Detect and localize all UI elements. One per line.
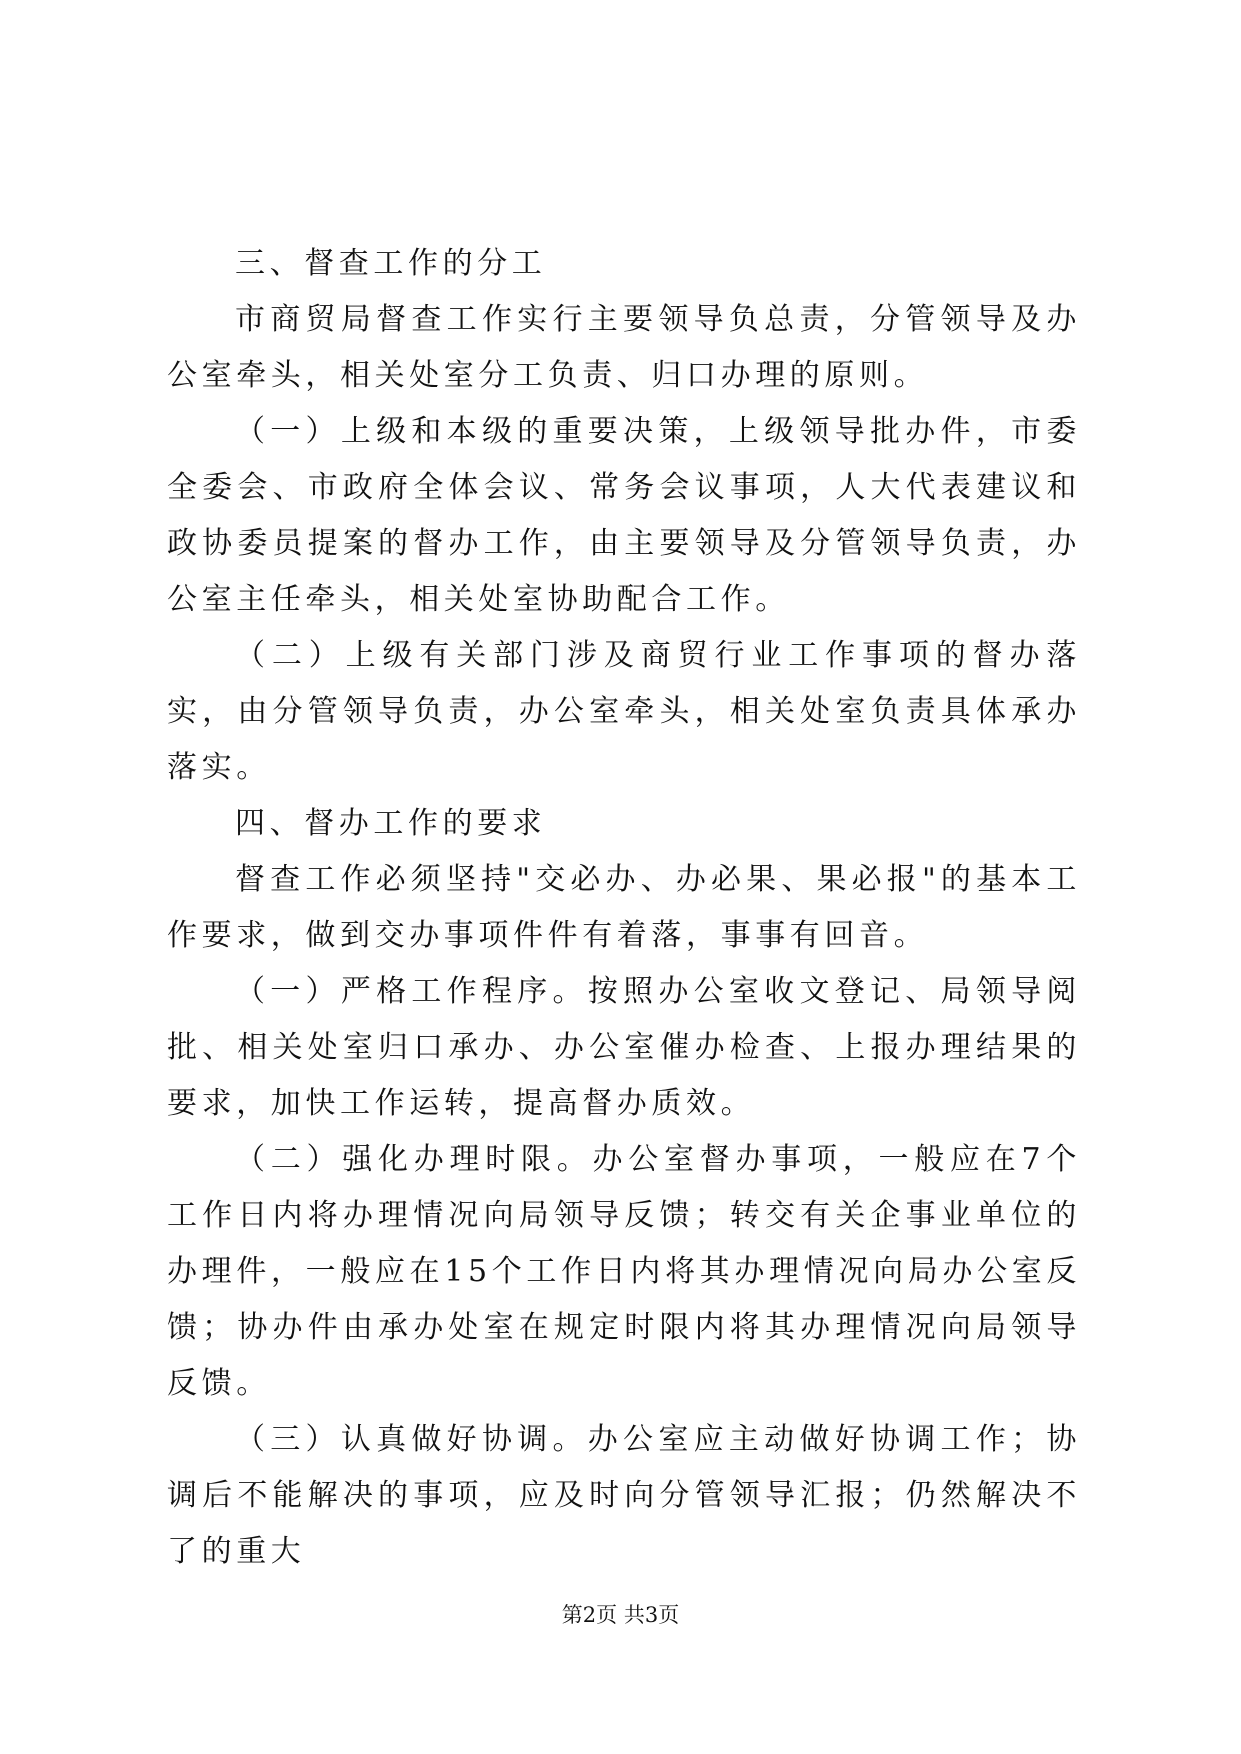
paragraph: 督查工作必须坚持"交必办、办必果、果必报"的基本工作要求，做到交办事项件件有着落，事事有回音。 <box>167 862 1081 953</box>
paragraph: （二）强化办理时限。办公室督办事项，一般应在7个工作日内将办理情况向局领导反馈；转交有关企事业单位的办理件，一般应在15个工作日内将其办理情况向局办公室反馈；协办件由承办处室在规定时限内将其办理情况向局领导反馈。 <box>167 1142 1081 1401</box>
paragraph: （二）上级有关部门涉及商贸行业工作事项的督办落实，由分管领导负责，办公室牵头，相关处室负责具体承办落实。 <box>167 638 1081 785</box>
paragraph: （三）认真做好协调。办公室应主动做好协调工作；协调后不能解决的事项，应及时向分管领导汇报；仍然解决不了的重大 <box>167 1422 1081 1569</box>
paragraph: （一）上级和本级的重要决策，上级领导批办件，市委全委会、市政府全体会议、常务会议事项，人大代表建议和政协委员提案的督办工作，由主要领导及分管领导负责，办公室主任牵头，相关处室协助配合工作。 <box>167 414 1081 617</box>
paragraph: 市商贸局督查工作实行主要领导负总责，分管领导及办公室牵头，相关处室分工负责、归口办理的原则。 <box>167 302 1081 393</box>
document-body <box>167 236 1081 1580</box>
section-heading-4: 四、督办工作的要求 <box>235 806 547 841</box>
page-footer: 第2页 共3页 <box>561 1603 680 1627</box>
section-heading-3: 三、督查工作的分工 <box>235 246 547 281</box>
paragraph: （一）严格工作程序。按照办公室收文登记、局领导阅批、相关处室归口承办、办公室催办检查、上报办理结果的要求，加快工作运转，提高督办质效。 <box>167 974 1081 1121</box>
